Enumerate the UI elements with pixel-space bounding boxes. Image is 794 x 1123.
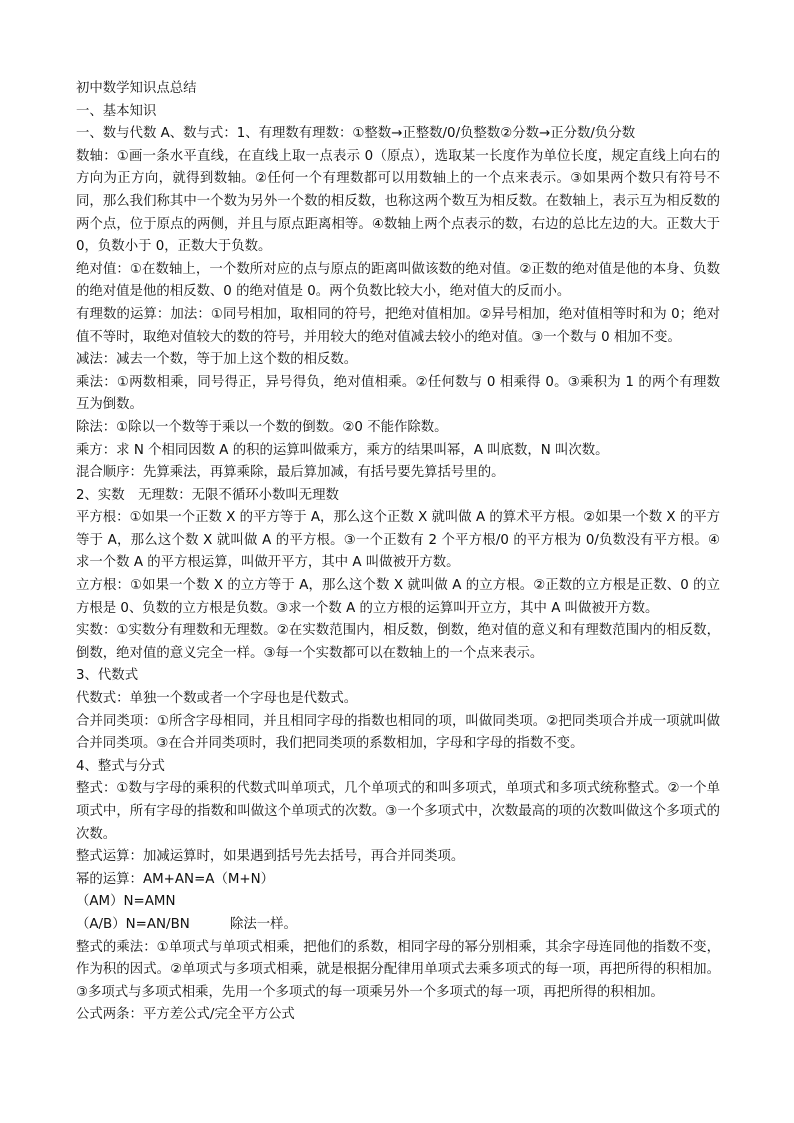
- paragraph-rational-numbers: 一、数与代数 A、数与式：1、有理数有理数：①整数→正整数/0/负整数②分数→正分数/负分数: [76, 126, 636, 142]
- paragraph-real-numbers: 实数：①实数分有理数和无理数。②在实数范围内，相反数，倒数，绝对值的意义和有理数范围内的相反数，倒数，绝对值的意义完全一样。③每一个实数都可以在数轴上的一个点来表示。: [76, 623, 720, 661]
- section-heading-polynomials-fractions: 4、整式与分式: [76, 758, 165, 774]
- document-title: 初中数学知识点总结: [76, 81, 197, 96]
- paragraph-absolute-value: 绝对值：①在数轴上，一个数所对应的点与原点的距离叫做该数的绝对值。②正数的绝对值是他的本身、负数的绝对值是他的相反数、0 的绝对值是 0。两个负数比较大小，绝对值大的反而小。: [76, 261, 720, 300]
- paragraph-polynomial-multiplication: 整式的乘法：①单项式与单项式相乘，把他们的系数，相同字母的幂分别相乘，其余字母连同他的指数不变，作为积的因式。②单项式与多项式相乘，就是根据分配律用单项式去乘多项式的每一项，再把所得的积相加。③多项式与多项式相乘，先用一个多项式的每一项乘另外一个多项式的每一项，再把所得的积相加。: [76, 939, 720, 1000]
- paragraph-power: 乘方：求 N 个相同因数 A 的积的运算叫做乘方，乘方的结果叫幂，A 叫底数，N 叫次数。: [76, 442, 609, 458]
- formula-power-of-quotient: （A/B）N=AN/BN 除法一样。: [76, 916, 297, 932]
- paragraph-square-root: 平方根：①如果一个正数 X 的平方等于 A，那么这个正数 X 就叫做 A 的算术平方根。②如果一个数 X 的平方等于 A，那么这个数 X 就叫做 A 的平方根。③一个正数有 2 个平方根/0 的平方根为 0/负数没有平方根。④求一个数 A 的平方根运算，叫做开平方，其中 A 叫做被开方数。: [76, 510, 720, 571]
- paragraph-cube-root: 立方根：①如果一个数 X 的立方等于 A，那么这个数 X 就叫做 A 的立方根。②正数的立方根是正数、0 的立方根是 0、负数的立方根是负数。③求一个数 A 的立方根的运算叫开立方，其中 A 叫做被开方数。: [76, 578, 720, 616]
- paragraph-number-line: 数轴：①画一条水平直线，在直线上取一点表示 0（原点），选取某一长度作为单位长度，规定直线上向右的方向为正方向，就得到数轴。②任何一个有理数都可以用数轴上的一个点来表示。③如果两个数只有符号不同，那么我们称其中一个数为另外一个数的相反数，也称这两个数互为相反数。在数轴上，表示互为相反数的两个点，位于原点的两侧，并且与原点距离相等。④数轴上两个点表示的数，右边的总比左边的大。正数大于 0，负数小于 0，正数大于负数。: [76, 148, 720, 255]
- paragraph-rational-operations: 有理数的运算：加法：①同号相加，取相同的符号，把绝对值相加。②异号相加，绝对值相等时和为 0；绝对值不等时，取绝对值较大的数的符号，并用较大的绝对值减去较小的绝对值。③一个数与 0 相加不变。: [76, 306, 720, 345]
- paragraph-division: 除法：①除以一个数等于乘以一个数的倒数。②0 不能作除数。: [76, 419, 448, 435]
- section-heading-real-numbers: 2、实数 无理数：无限不循环小数叫无理数: [76, 487, 339, 503]
- section-heading-basic: 一、基本知识: [76, 103, 157, 119]
- paragraph-like-terms: 合并同类项：①所含字母相同，并且相同字母的指数也相同的项，叫做同类项。②把同类项合并成一项就叫做合并同类项。③在合并同类项时，我们把同类项的系数相加，字母和字母的指数不变。: [76, 713, 720, 752]
- paragraph-mixed-order: 混合顺序：先算乘法，再算乘除，最后算加减，有括号要先算括号里的。: [76, 465, 505, 481]
- paragraph-polynomial-operations: 整式运算：加减运算时，如果遇到括号先去括号，再合并同类项。: [76, 849, 465, 865]
- formula-power-product: 幂的运算：AM+AN=A（M+N）: [76, 871, 275, 887]
- document-body: [76, 78, 720, 1027]
- section-heading-algebraic-expressions: 3、代数式: [76, 668, 139, 684]
- paragraph-subtraction: 减法：减去一个数，等于加上这个数的相反数。: [76, 352, 358, 368]
- paragraph-polynomials: 整式：①数与字母的乘积的代数式叫单项式，几个单项式的和叫多项式，单项式和多项式统称整式。②一个单项式中，所有字母的指数和叫做这个单项式的次数。③一个多项式中，次数最高的项的次数叫做这个多项式的次数。: [76, 781, 720, 842]
- paragraph-algebraic-expression: 代数式：单独一个数或者一个字母也是代数式。: [76, 691, 358, 707]
- paragraph-two-formulas: 公式两条：平方差公式/完全平方公式: [76, 1007, 295, 1023]
- formula-power-of-power: （AM）N=AMN: [76, 894, 176, 910]
- paragraph-multiplication: 乘法：①两数相乘，同号得正，异号得负，绝对值相乘。②任何数与 0 相乘得 0。③乘积为 1 的两个有理数互为倒数。: [76, 374, 720, 413]
